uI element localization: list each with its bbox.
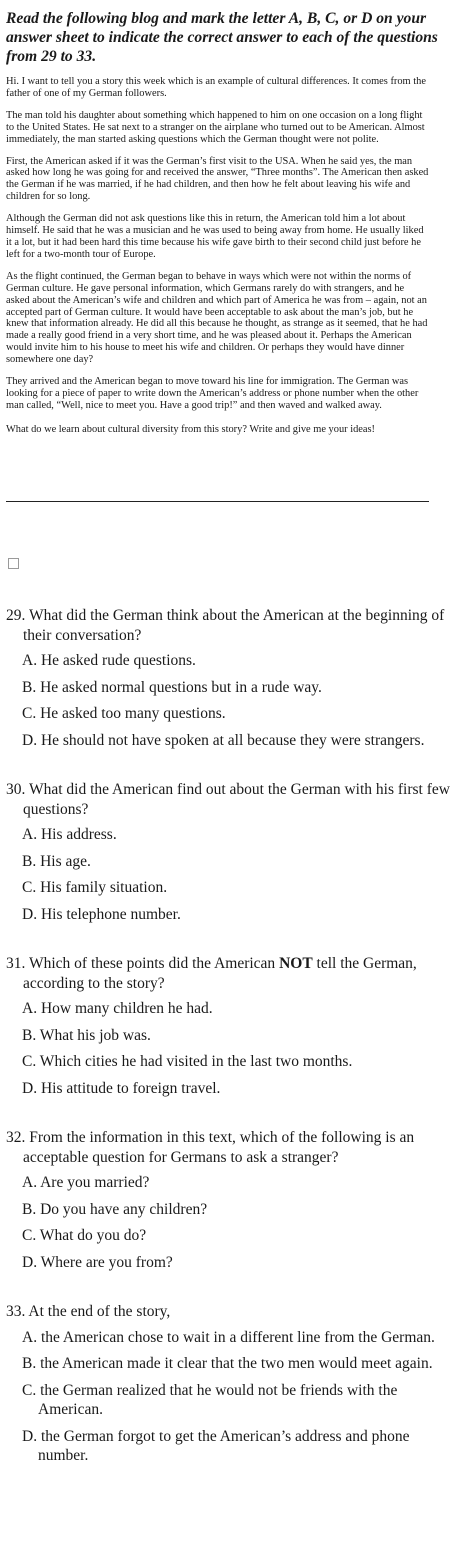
question-stem: 32. From the information in this text, which of the following is an acceptable question for Germans to ask a stranger?	[6, 1129, 415, 1166]
option-c[interactable]: C. Which cities he had visited in the last two months.	[22, 1053, 353, 1070]
option-d[interactable]: D. His telephone number.	[22, 905, 181, 923]
question-33	[6, 1302, 450, 1466]
blog-paragraph-4: Although the German did not ask questions like this in return, the American told him a lot about himself. He said that he was a musician and he was used to being away from home. He usually liked it a lot, but it had been hard this time because his wife gave birth to their second child just before he left for a two-month tour of Europe.	[6, 213, 424, 260]
blog-prompt: What do we learn about cultural diversity from this story? Write and give me your ideas!	[6, 423, 376, 435]
option-b[interactable]: B. Do you have any children?	[22, 1200, 208, 1218]
option-a[interactable]: A. His address.	[22, 826, 117, 843]
question-stem: 30. What did the American find out about the German with his first few questions?	[6, 781, 450, 818]
question-32	[6, 1128, 450, 1272]
option-b[interactable]: B. What his job was.	[22, 1026, 151, 1044]
blog-paragraph-1: Hi. I want to tell you a story this week which is an example of cultural differences. It comes from the father of one of my German followers.	[6, 76, 426, 99]
blog-paragraph-5: As the flight continued, the German began to behave in ways which were not within the norms of German culture. He gave personal information, which Germans rarely do with strangers, and he asked about the American’s wife and children and which part of America he was from – again, not an accepted part of German culture. It would have been acceptable to ask about the man’s job, but he knew that information already. He did all this because he thought, as strange as it seemed, that he had made a really good friend in a very short time, and he was pleased about it. Perhaps the American would invite him to his house to meet his wife and children. Or perhaps they would have dinner somewhere one day?	[6, 270, 428, 366]
blog-paragraph-2: The man told his daughter about something which happened to him on one occasion on a long flight to the United States. He sat next to a stranger on the airplane who turned out to be American. Almost immediately, the man started asking questions which the German thought were not polite.	[6, 109, 425, 145]
option-d[interactable]: D. He should not have spoken at all because they were strangers.	[22, 731, 425, 749]
stem-text-start: 31. Which of these points did the American	[6, 955, 280, 972]
option-a[interactable]: A. How many children he had.	[22, 1000, 213, 1017]
option-d[interactable]: D. Where are you from?	[22, 1253, 173, 1271]
option-b[interactable]: B. He asked normal questions but in a rude way.	[22, 678, 322, 696]
option-b[interactable]: B. the American made it clear that the two men would meet again.	[22, 1355, 433, 1372]
option-d[interactable]: D. His attitude to foreign travel.	[22, 1079, 221, 1097]
option-d[interactable]: D. the German forgot to get the American’s address and phone number.	[22, 1427, 410, 1464]
blog-divider	[6, 501, 429, 502]
blog-text	[6, 76, 430, 436]
stem-text-end: tell the German, according to the story?	[23, 955, 417, 992]
question-30	[6, 780, 450, 924]
option-c[interactable]: C. What do you do?	[22, 1227, 147, 1244]
question-stem: 33. At the end of the story,	[6, 1303, 171, 1320]
blog-paragraph-3: First, the American asked if it was the German’s first visit to the USA. When he said yes, the man asked how long he was going for and received the answer, “Three months”. The American then asked the German if he was married, if he had children, and then how he felt about leaving his wife and children for so long.	[6, 155, 429, 203]
option-c[interactable]: C. His family situation.	[22, 879, 168, 896]
question-list	[6, 606, 450, 1496]
question-stem: 29. What did the German think about the American at the beginning of their conversation?	[6, 607, 445, 644]
option-c[interactable]: C. He asked too many questions.	[22, 705, 226, 722]
stem-emphasis-not: NOT	[279, 955, 313, 972]
option-b[interactable]: B. His age.	[22, 852, 91, 870]
question-29	[6, 606, 450, 750]
question-stem	[6, 954, 450, 993]
blog-paragraph-6: They arrived and the American began to move toward his line for immigration. The German was looking for a piece of paper to write down the American’s address or phone number when the other man called, “Well, nice to meet you. Have a good trip!” and then waved and walked away.	[6, 376, 419, 411]
option-a[interactable]: A. Are you married?	[22, 1174, 150, 1191]
option-c[interactable]: C. the German realized that he would not be friends with the American.	[22, 1381, 398, 1418]
option-a[interactable]: A. He asked rude questions.	[22, 652, 196, 669]
instruction-heading: Read the following blog and mark the letter A, B, C, or D on your answer sheet to indicate the correct answer to each of the questions from 29 to 33.	[6, 10, 438, 65]
option-a[interactable]: A. the American chose to wait in a different line from the German.	[22, 1328, 435, 1346]
checkbox[interactable]	[8, 558, 19, 569]
question-31	[6, 954, 450, 1098]
